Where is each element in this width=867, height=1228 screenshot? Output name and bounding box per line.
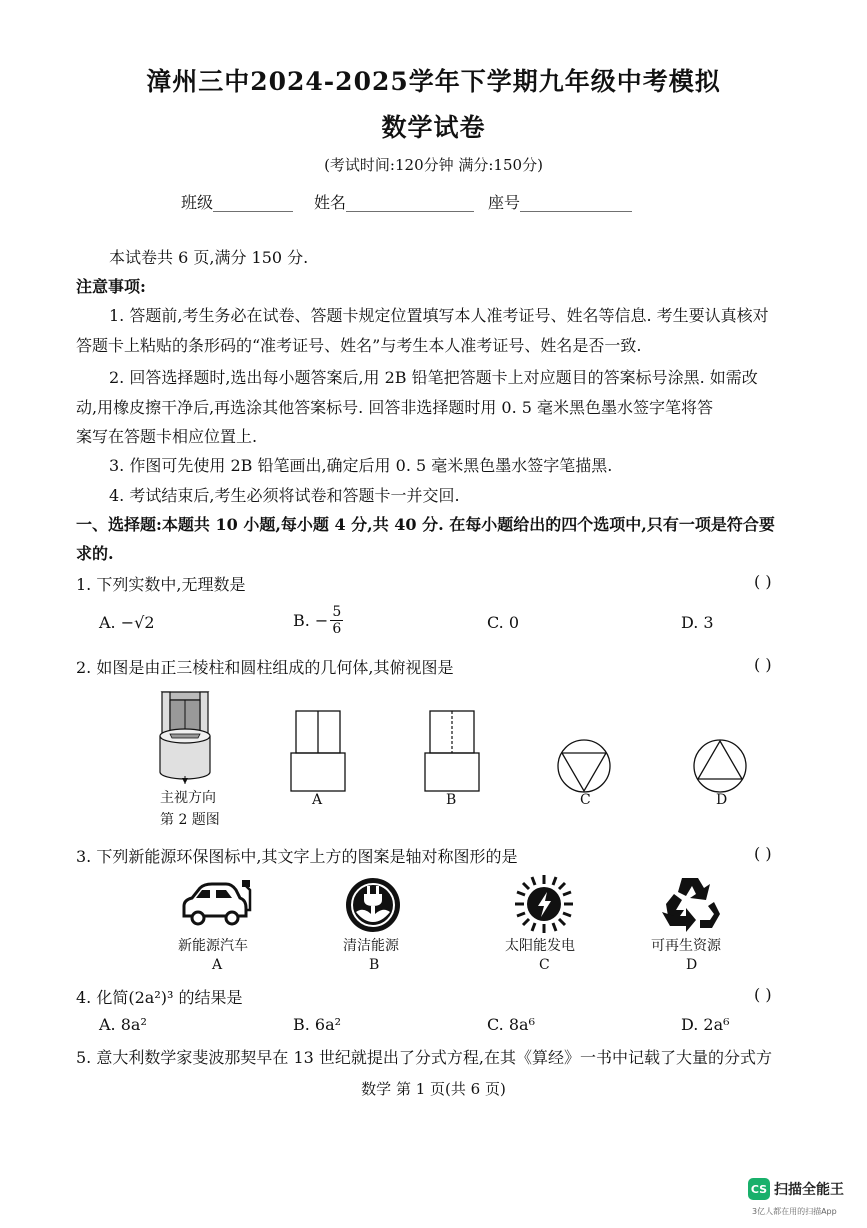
intro-text: 本试卷共 6 页,满分 150 分. <box>109 248 309 267</box>
clean-energy-icon <box>344 876 402 934</box>
fraction-numerator: 5 <box>332 604 342 620</box>
q2-option-b-label: B <box>446 792 457 808</box>
q2-option-d-figure <box>692 738 748 794</box>
exam-info: (考试时间:120分钟 满分:150分) <box>324 156 543 174</box>
q2-stem: 2. 如图是由正三棱柱和圆柱组成的几何体,其俯视图是 <box>76 658 454 677</box>
notes-heading: 注意事项: <box>76 277 146 296</box>
camscanner-tagline: 3亿人都在用的扫描App <box>752 1207 837 1216</box>
exam-title: 漳州三中2024-2025学年下学期九年级中考模拟 <box>146 67 721 96</box>
car-icon <box>180 876 256 930</box>
q1-option-b <box>293 604 343 637</box>
q4-expression: (2a²)³ <box>128 988 174 1007</box>
section-heading-cont: 求的. <box>76 544 114 563</box>
q3-option-b-name: 清洁能源 <box>343 938 399 954</box>
q2-option-b-figure <box>424 710 480 792</box>
note-line: 动,用橡皮擦干净后,再选涂其他答案标号. 回答非选择题时用 0. 5 毫米黑色墨水签字笔将答 <box>76 398 714 417</box>
q2-option-d-label: D <box>716 792 728 808</box>
solar-power-icon <box>514 874 574 934</box>
q2-caption-direction: 主视方向 <box>160 790 216 806</box>
q3-option-d-label: D <box>686 957 698 973</box>
q2-option-c-label: C <box>580 792 591 808</box>
note-line: 案写在答题卡相应位置上. <box>76 427 258 446</box>
q1-answer-bracket: ( ) <box>754 572 772 591</box>
q4-answer-bracket: ( ) <box>754 985 772 1004</box>
q3-answer-bracket: ( ) <box>754 844 772 863</box>
q1-option-c: C. 0 <box>487 613 520 632</box>
q4-option-a: A. 8a² <box>99 1015 147 1034</box>
section-heading: 一、选择题:本题共 10 小题,每小题 4 分,共 40 分. 在每小题给出的四个选项中,只有一项是符合要 <box>76 515 775 534</box>
q3-option-c-name: 太阳能发电 <box>505 938 575 954</box>
q4-stem-suffix: 的结果是 <box>173 988 243 1007</box>
q2-option-c-figure <box>556 738 612 794</box>
recycle-icon <box>660 874 722 934</box>
note-line: 4. 考试结束后,考生必须将试卷和答题卡一并交回. <box>109 486 460 505</box>
camscanner-logo: CS <box>748 1178 770 1200</box>
seat-field: 座号______________ <box>488 193 633 212</box>
note-line: 3. 作图可先使用 2B 铅笔画出,确定后用 0. 5 毫米黑色墨水签字笔描黑. <box>109 456 613 475</box>
q3-option-d-name: 可再生资源 <box>651 938 721 954</box>
subject-title: 数学试卷 <box>381 113 486 142</box>
q2-option-a-figure <box>290 710 346 792</box>
note-line: 1. 答题前,考生务必在试卷、答题卡规定位置填写本人准考证号、姓名等信息. 考生要认真核对 <box>109 306 769 325</box>
q2-figure-caption: 第 2 题图 <box>160 812 220 828</box>
class-field: 班级__________ <box>181 193 294 212</box>
q4-stem-prefix: 4. 化简 <box>76 988 129 1007</box>
name-field: 姓名________________ <box>314 193 475 212</box>
q2-solid-figure <box>150 684 220 784</box>
q3-option-a-label: A <box>212 957 223 973</box>
note-line: 答题卡上粘贴的条形码的“准考证号、姓名”与考生本人准考证号、姓名是否一致. <box>76 336 642 355</box>
q3-option-c-label: C <box>539 957 550 973</box>
q4-option-c: C. 8a⁶ <box>487 1015 535 1034</box>
q1-option-b-prefix: B. − <box>293 611 329 630</box>
q1-stem: 1. 下列实数中,无理数是 <box>76 575 246 594</box>
q3-option-a-name: 新能源汽车 <box>178 938 248 954</box>
q3-stem: 3. 下列新能源环保图标中,其文字上方的图案是轴对称图形的是 <box>76 847 518 866</box>
q5-stem: 5. 意大利数学家斐波那契早在 13 世纪就提出了分式方程,在其《算经》一书中记载了大量的分式方 <box>76 1048 772 1067</box>
q1-option-a: A. −√2 <box>99 613 155 632</box>
q4-option-b: B. 6a² <box>293 1015 342 1034</box>
q3-option-b-label: B <box>369 957 380 973</box>
q1-option-b-fraction <box>330 604 343 637</box>
q2-option-a-label: A <box>312 792 323 808</box>
note-line: 2. 回答选择题时,选出每小题答案后,用 2B 铅笔把答题卡上对应题目的答案标号涂黑. 如需改 <box>109 368 758 387</box>
fraction-denominator: 6 <box>332 621 342 637</box>
camscanner-name: 扫描全能王 <box>774 1182 844 1198</box>
q4-stem <box>76 985 242 1008</box>
q4-option-d: D. 2a⁶ <box>681 1015 730 1034</box>
q1-option-d: D. 3 <box>681 613 714 632</box>
page-footer: 数学 第 1 页(共 6 页) <box>361 1080 506 1098</box>
q2-answer-bracket: ( ) <box>754 655 772 674</box>
